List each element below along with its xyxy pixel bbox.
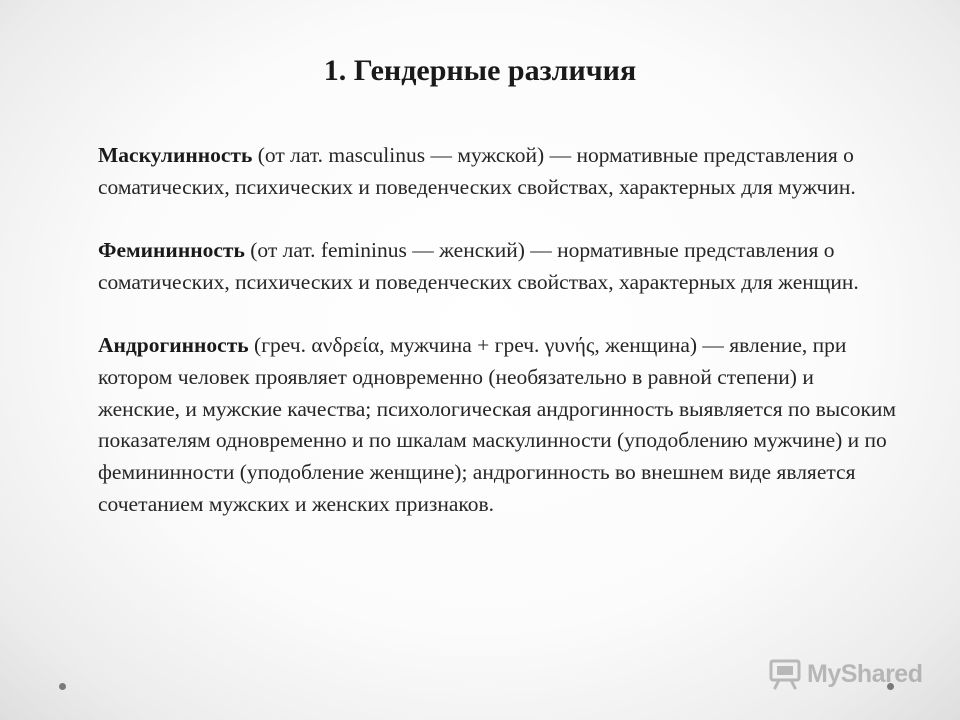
slide-title: 1. Гендерные различия — [323, 54, 637, 87]
term-masculinity: Маскулинность — [98, 143, 253, 167]
watermark-logo — [768, 657, 922, 691]
slide-dot-left — [59, 683, 66, 690]
term-androgyny: Андрогинность — [98, 333, 249, 358]
term-femininity: Фемининность — [98, 238, 245, 263]
definition-femininity — [98, 235, 898, 298]
presentation-board-icon — [768, 657, 802, 691]
definition-masculinity — [98, 140, 898, 203]
slide-body — [98, 140, 898, 520]
definition-text-femininity: (от лат. femininus — женский) — нормативные представления о соматических, психических и поведенческих свойствах, характерных для женщин. — [98, 238, 859, 294]
definition-text-androgyny: (греч. ανδρεία, мужчина + греч. γυνής, женщина) — явление, при котором человек проявляет одновременно (необязательно в равной степени) и женские, и мужские качества; психологическая андрогинность выявляется по высоким показателям одновременно и по шкалам маскулинности (уподоблению мужчине) и по фемининности (уподобление женщине); андрогинность во внешнем виде является сочетанием мужских и женских признаков. — [98, 333, 897, 516]
definition-androgyny — [98, 330, 898, 520]
definition-text-masculinity: (от лат. masculinus — мужской) — нормативные представления о соматических, психических и поведенческих свойствах, характерных для мужчин. — [98, 143, 856, 199]
watermark-text: MyShared — [807, 659, 923, 688]
